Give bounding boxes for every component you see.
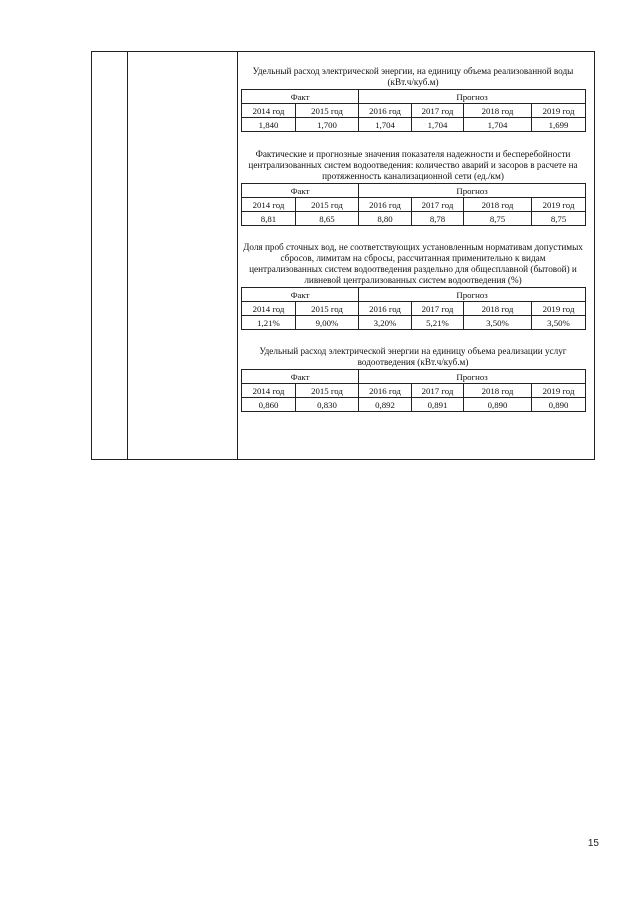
- value-cell: 0,891: [412, 398, 464, 412]
- value-cell: 8,78: [412, 212, 464, 226]
- year-cell: 2019 год: [532, 104, 586, 118]
- column-divider-1: [127, 52, 128, 459]
- forecast-header: Прогноз: [359, 370, 586, 384]
- value-cell: 1,700: [296, 118, 359, 132]
- value-cell: 0,830: [296, 398, 359, 412]
- indicator-block-samples: [241, 242, 585, 330]
- value-cell: 3,50%: [464, 316, 532, 330]
- year-cell: 2014 год: [242, 302, 296, 316]
- indicator-block-energy-sewerage: [241, 346, 585, 412]
- value-cell: 3,20%: [359, 316, 412, 330]
- year-cell: 2018 год: [464, 302, 532, 316]
- value-cell: 1,840: [242, 118, 296, 132]
- table-row-years: [242, 302, 586, 316]
- outer-table: [91, 51, 595, 460]
- year-cell: 2015 год: [296, 384, 359, 398]
- year-cell: 2015 год: [296, 104, 359, 118]
- indicator-table: [241, 287, 586, 330]
- year-cell: 2018 год: [464, 384, 532, 398]
- year-cell: 2016 год: [359, 302, 412, 316]
- fact-header: Факт: [242, 90, 359, 104]
- forecast-header: Прогноз: [359, 90, 586, 104]
- year-cell: 2014 год: [242, 104, 296, 118]
- value-cell: 8,65: [296, 212, 359, 226]
- value-cell: 3,50%: [532, 316, 586, 330]
- year-cell: 2016 год: [359, 384, 412, 398]
- value-cell: 9,00%: [296, 316, 359, 330]
- page-number: 15: [587, 838, 599, 849]
- table-row-years: [242, 384, 586, 398]
- value-cell: 8,75: [532, 212, 586, 226]
- value-cell: 0,860: [242, 398, 296, 412]
- value-cell: 5,21%: [412, 316, 464, 330]
- year-cell: 2015 год: [296, 198, 359, 212]
- value-cell: 1,699: [532, 118, 586, 132]
- value-cell: 0,890: [464, 398, 532, 412]
- indicator-block-energy-water: [241, 66, 585, 132]
- column-divider-2: [237, 52, 238, 459]
- year-cell: 2018 год: [464, 104, 532, 118]
- year-cell: 2017 год: [412, 302, 464, 316]
- value-cell: 0,892: [359, 398, 412, 412]
- year-cell: 2017 год: [412, 384, 464, 398]
- fact-header: Факт: [242, 370, 359, 384]
- indicator-caption: Доля проб сточных вод, не соответствующих установленным нормативам допустимых сбросов, лимитам на сбросы, рассчитанная применительно к видам централизованных систем водоотведения раздельно для общесплавной (бытовой) и ливневой централизованных систем водоотведения (%): [243, 242, 583, 285]
- year-cell: 2014 год: [242, 198, 296, 212]
- table-row-values: [242, 212, 586, 226]
- indicator-block-reliability: [241, 149, 585, 226]
- year-cell: 2016 год: [359, 198, 412, 212]
- value-cell: 8,80: [359, 212, 412, 226]
- indicator-table: [241, 183, 586, 226]
- year-cell: 2017 год: [412, 104, 464, 118]
- indicator-caption: Удельный расход электрической энергии на единицу объема реализации услуг водоотведения (кВт.ч/куб.м): [259, 346, 567, 367]
- table-row-years: [242, 104, 586, 118]
- indicator-caption: Удельный расход электрической энергии, на единицу объема реализованной воды (кВт.ч/куб.м): [252, 66, 574, 87]
- forecast-header: Прогноз: [359, 184, 586, 198]
- value-cell: 1,704: [359, 118, 412, 132]
- content-cell: [241, 66, 585, 412]
- value-cell: 1,21%: [242, 316, 296, 330]
- year-cell: 2017 год: [412, 198, 464, 212]
- year-cell: 2015 год: [296, 302, 359, 316]
- value-cell: 1,704: [412, 118, 464, 132]
- year-cell: 2019 год: [532, 302, 586, 316]
- year-cell: 2018 год: [464, 198, 532, 212]
- table-row-years: [242, 198, 586, 212]
- value-cell: 0,890: [532, 398, 586, 412]
- indicator-table: [241, 89, 586, 132]
- table-row-values: [242, 398, 586, 412]
- table-row-groups: [242, 90, 586, 104]
- year-cell: 2016 год: [359, 104, 412, 118]
- year-cell: 2019 год: [532, 384, 586, 398]
- table-row-values: [242, 118, 586, 132]
- year-cell: 2014 год: [242, 384, 296, 398]
- fact-header: Факт: [242, 184, 359, 198]
- value-cell: 8,75: [464, 212, 532, 226]
- table-row-values: [242, 316, 586, 330]
- table-row-groups: [242, 370, 586, 384]
- table-row-groups: [242, 184, 586, 198]
- indicator-table: [241, 369, 586, 412]
- forecast-header: Прогноз: [359, 288, 586, 302]
- value-cell: 1,704: [464, 118, 532, 132]
- fact-header: Факт: [242, 288, 359, 302]
- value-cell: 8,81: [242, 212, 296, 226]
- table-row-groups: [242, 288, 586, 302]
- indicator-caption: Фактические и прогнозные значения показателя надежности и бесперебойности централизованных систем водоотведения: количество аварий и засоров в расчете на протяженность канализационной сети (ед./км): [248, 149, 578, 181]
- year-cell: 2019 год: [532, 198, 586, 212]
